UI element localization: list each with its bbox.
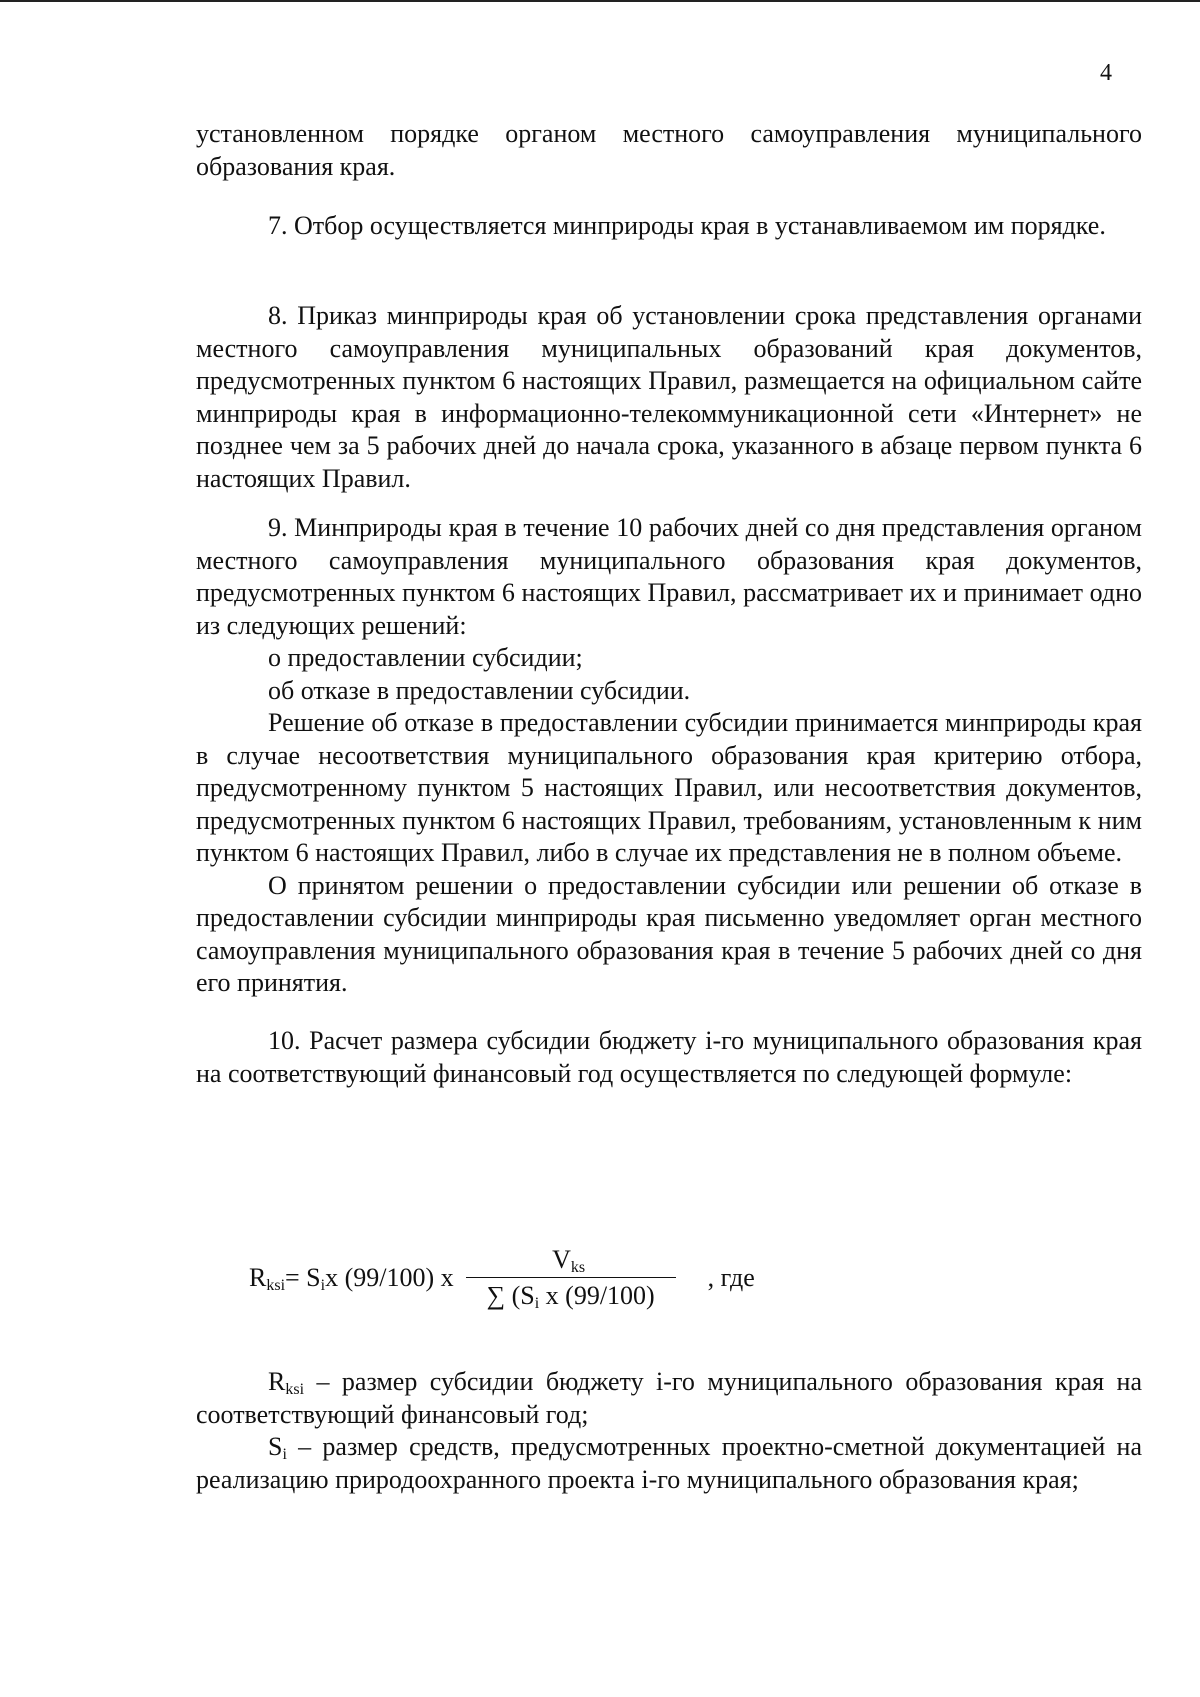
- formula-denominator: ∑ ($S_i$ x (99/100): [486, 1281, 655, 1312]
- definition-s-i: $S_i$ – размер средств, предусмотренных проектно-сметной документацией на реализацию природоохранного проекта i-го муниципального образования края;: [196, 1432, 1142, 1494]
- formula-lhs: $R_{ksi}$: [249, 1263, 286, 1294]
- paragraph-9: 9. Минприроды края в течение 10 рабочих дней со дня представления органом местного самоуправления муниципального образования края документов, предусмотренных пунктом 6 настоящих Правил, рассматривает их и принимает одно из следующих решений:: [196, 513, 1142, 640]
- paragraph-9-option-refusal: об отказе в предоставлении субсидии.: [268, 675, 691, 705]
- page-number: 4: [1100, 60, 1112, 86]
- formula-s-term: = $S_i$: [285, 1263, 326, 1294]
- formula-factor: x (99/100) x: [325, 1263, 454, 1292]
- paragraph-9-notification: О принятом решении о предоставлении субсидии или решении об отказе в предоставлении субсидии минприроды края письменно уведомляет орган местного самоуправления муниципального образования края в течение 5 рабочих дней со дня его принятия.: [196, 870, 1142, 997]
- definition-r-ksi: $R_{ksi}$ – размер субсидии бюджету i-го муниципального образования края на соответствующий финансовый год;: [196, 1367, 1142, 1429]
- paragraph-9-option-grant: о предоставлении субсидии;: [268, 643, 583, 672]
- paragraph-7: 7. Отбор осуществляется минприроды края в устанавливаемом им порядке.: [268, 211, 1106, 240]
- subsidy-formula: [249, 1245, 755, 1311]
- paragraph-8: 8. Приказ минприроды края об установлении срока представления органами местного самоуправления муниципальных образований края документов, предусмотренных пунктом 6 настоящих Правил, размещается на официальном сайте минприроды края в информационно-телекоммуникационной сети «Интернет» не позднее чем за 5 рабочих дней до начала срока, указанного в абзаце первом пункта 6 настоящих Правил.: [196, 301, 1142, 493]
- formula-numerator: $V_{ks}$: [552, 1245, 586, 1276]
- formula-where: , где: [707, 1263, 755, 1292]
- top-border: [0, 0, 1200, 2]
- formula-fraction: [466, 1245, 676, 1311]
- paragraph-9-block: [196, 512, 1142, 1000]
- paragraph-10: 10. Расчет размера субсидии бюджету i-го муниципального образования края на соответствующий финансовый год осуществляется по следующей формуле:: [196, 1026, 1142, 1088]
- paragraph-continuation: установленном порядке органом местного самоуправления муниципального образования края.: [196, 119, 1142, 181]
- paragraph-9-refusal-conditions: Решение об отказе в предоставлении субсидии принимается минприроды края в случае несоответствия муниципального образования края критерию отбора, предусмотренному пунктом 5 настоящих Правил, или несоответствия документов, предусмотренных пунктом 6 настоящих Правил, требованиям, установленным к ним пунктом 6 настоящих Правил, либо в случае их представления не в полном объеме.: [196, 708, 1142, 867]
